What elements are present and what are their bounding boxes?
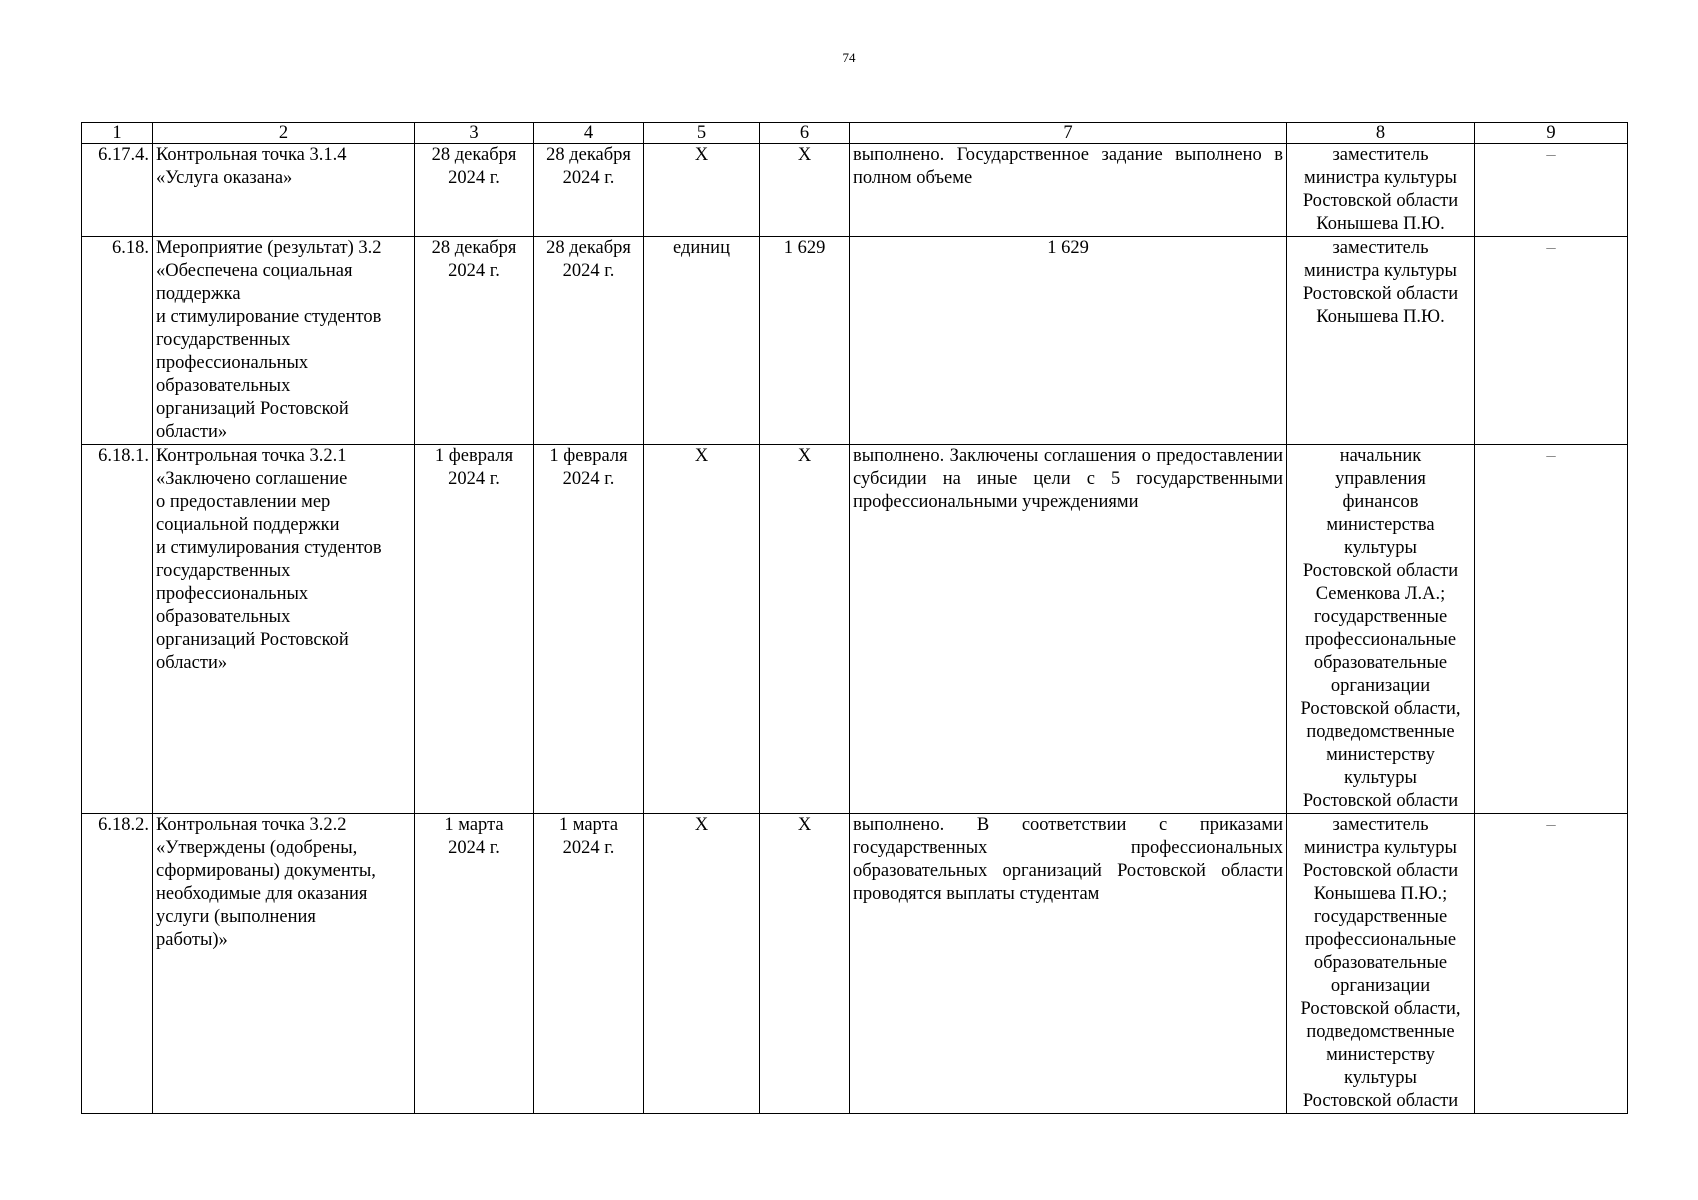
- unit-cell: Х: [644, 144, 760, 237]
- event-name-cell-line: «Услуга оказана»: [156, 168, 293, 188]
- responsible-cell-line: Ростовской области: [1302, 791, 1459, 811]
- responsible-cell-line: профессиональные: [1304, 930, 1457, 950]
- responsible-cell-line: Ростовской области: [1302, 861, 1459, 881]
- event-name-cell-line: сформированы) документы,: [156, 861, 376, 881]
- note-cell: –: [1475, 144, 1628, 237]
- event-name-cell-line: образовательных: [156, 376, 291, 396]
- event-name-cell-line: о предоставлении мер: [156, 492, 331, 512]
- fact-date-cell: [534, 814, 644, 1114]
- value-cell: Х: [760, 144, 850, 237]
- event-name-cell-line: государственных: [156, 330, 291, 350]
- event-name-cell-line: области»: [156, 422, 228, 442]
- fact-date-cell: [534, 237, 644, 445]
- header-cell: 2: [153, 123, 415, 144]
- responsible-cell-line: культуры: [1344, 1068, 1417, 1088]
- row-number-cell: 6.18.1.: [82, 445, 153, 814]
- responsible-cell-line: Ростовской области: [1302, 1091, 1459, 1111]
- event-name-cell: [153, 814, 415, 1114]
- responsible-cell-line: министра культуры: [1304, 838, 1457, 858]
- unit-cell: единиц: [644, 237, 760, 445]
- event-name-cell: [153, 144, 415, 237]
- event-name-cell-line: необходимые для оказания: [156, 884, 368, 904]
- event-name-cell-line: области»: [156, 653, 228, 673]
- responsible-cell: [1287, 445, 1475, 814]
- responsible-cell-line: Ростовской области: [1302, 191, 1459, 211]
- plan-date-cell: [415, 237, 534, 445]
- responsible-cell-line: финансов: [1342, 492, 1419, 512]
- plan-date-cell-line: 2024 г.: [448, 838, 500, 858]
- header-cell: 6: [760, 123, 850, 144]
- event-name-cell-line: Мероприятие (результат) 3.2: [156, 238, 382, 258]
- header-cell: 1: [82, 123, 153, 144]
- note-cell: –: [1475, 445, 1628, 814]
- fact-date-cell-line: 2024 г.: [562, 261, 615, 281]
- note-cell: –: [1475, 237, 1628, 445]
- responsible-cell-line: Ростовской области: [1302, 561, 1459, 581]
- plan-date-cell: [415, 144, 534, 237]
- responsible-cell-line: министра культуры: [1304, 168, 1457, 188]
- table-row: [82, 814, 1628, 1114]
- status-cell: выполнено. В соответствии с приказами государственных профессиональных образовательных организаций Ростовской области проводятся выплаты студентам: [850, 814, 1287, 1114]
- responsible-cell-line: организации: [1330, 676, 1431, 696]
- fact-date-cell-line: 1 марта: [558, 815, 619, 835]
- responsible-cell: [1287, 144, 1475, 237]
- responsible-cell-line: министерству: [1326, 1045, 1435, 1065]
- fact-date-cell-line: 1 февраля: [549, 446, 628, 466]
- responsible-cell-line: начальник: [1339, 446, 1422, 466]
- responsible-cell-line: культуры: [1344, 768, 1417, 788]
- note-cell: –: [1475, 814, 1628, 1114]
- responsible-cell-line: заместитель: [1332, 815, 1429, 835]
- plan-date-cell-line: 28 декабря: [431, 145, 517, 165]
- event-name-cell-line: «Заключено соглашение: [156, 469, 348, 489]
- event-name-cell-line: социальной поддержки: [156, 515, 340, 535]
- responsible-cell: [1287, 237, 1475, 445]
- event-name-cell: [153, 237, 415, 445]
- header-row: [82, 123, 1628, 144]
- header-cell: 3: [415, 123, 534, 144]
- responsible-cell-line: культуры: [1344, 538, 1417, 558]
- responsible-cell-line: подведомственные: [1306, 722, 1455, 742]
- unit-cell: Х: [644, 814, 760, 1114]
- fact-date-cell-line: 28 декабря: [546, 238, 631, 258]
- fact-date-cell: [534, 144, 644, 237]
- header-cell: 9: [1475, 123, 1628, 144]
- responsible-cell-line: министерству: [1326, 745, 1435, 765]
- event-name-cell-line: «Обеспечена социальная: [156, 261, 353, 281]
- event-name-cell-line: профессиональных: [156, 584, 309, 604]
- status-cell: выполнено. Государственное задание выполнено в полном объеме: [850, 144, 1287, 237]
- row-number-cell: 6.17.4.: [82, 144, 153, 237]
- responsible-cell-line: Ростовской области,: [1300, 999, 1461, 1019]
- event-name-cell-line: «Утверждены (одобрены,: [156, 838, 358, 858]
- responsible-cell-line: организации: [1330, 976, 1431, 996]
- plan-date-cell-line: 2024 г.: [448, 469, 500, 489]
- event-name-cell-line: поддержка: [156, 284, 241, 304]
- event-name-cell-line: работы)»: [156, 930, 228, 950]
- plan-date-cell-line: 28 декабря: [431, 238, 517, 258]
- responsible-cell-line: министерства: [1326, 515, 1435, 535]
- responsible-cell-line: Семенкова Л.А.;: [1315, 584, 1446, 604]
- plan-date-cell-line: 1 марта: [444, 815, 504, 835]
- event-name-cell-line: Контрольная точка 3.1.4: [156, 145, 347, 165]
- header-cell: 7: [850, 123, 1287, 144]
- responsible-cell-line: заместитель: [1332, 238, 1429, 258]
- event-name-cell-line: образовательных: [156, 607, 291, 627]
- responsible-cell-line: заместитель: [1332, 145, 1429, 165]
- responsible-cell: [1287, 814, 1475, 1114]
- header-cell: 4: [534, 123, 644, 144]
- fact-date-cell: [534, 445, 644, 814]
- plan-date-cell: [415, 445, 534, 814]
- event-name-cell-line: Контрольная точка 3.2.1: [156, 446, 347, 466]
- responsible-cell-line: Конышева П.Ю.;: [1313, 884, 1448, 904]
- responsible-cell-line: Ростовской области: [1302, 284, 1459, 304]
- plan-date-cell-line: 2024 г.: [448, 168, 500, 188]
- row-number-cell: 6.18.2.: [82, 814, 153, 1114]
- status-cell: выполнено. Заключены соглашения о предоставлении субсидии на иные цели с 5 государственными профессиональными учреждениями: [850, 445, 1287, 814]
- table-row: [82, 144, 1628, 237]
- event-name-cell-line: профессиональных: [156, 353, 309, 373]
- status-cell: 1 629: [850, 237, 1287, 445]
- responsible-cell-line: профессиональные: [1304, 630, 1457, 650]
- page-number: 74: [842, 50, 856, 65]
- table-row: [82, 445, 1628, 814]
- value-cell: 1 629: [760, 237, 850, 445]
- fact-date-cell-line: 28 декабря: [546, 145, 631, 165]
- event-name-cell-line: организаций Ростовской: [156, 630, 349, 650]
- event-name-cell-line: и стимулирование студентов: [156, 307, 382, 327]
- header-cell: 5: [644, 123, 760, 144]
- responsible-cell-line: Конышева П.Ю.: [1316, 214, 1445, 234]
- fact-date-cell-line: 2024 г.: [562, 838, 615, 858]
- plan-date-cell: [415, 814, 534, 1114]
- plan-date-cell-line: 1 февраля: [434, 446, 514, 466]
- event-name-cell-line: Контрольная точка 3.2.2: [156, 815, 347, 835]
- responsible-cell-line: Ростовской области,: [1300, 699, 1461, 719]
- table-row: [82, 237, 1628, 445]
- event-name-cell-line: государственных: [156, 561, 291, 581]
- responsible-cell-line: образовательные: [1313, 653, 1448, 673]
- event-name-cell-line: и стимулирования студентов: [156, 538, 382, 558]
- responsible-cell-line: Конышева П.Ю.: [1316, 307, 1445, 327]
- header-cell: 8: [1287, 123, 1475, 144]
- plan-date-cell-line: 2024 г.: [448, 261, 500, 281]
- responsible-cell-line: министра культуры: [1304, 261, 1457, 281]
- fact-date-cell-line: 2024 г.: [562, 168, 615, 188]
- responsible-cell-line: подведомственные: [1306, 1022, 1455, 1042]
- responsible-cell-line: государственные: [1313, 907, 1448, 927]
- responsible-cell-line: государственные: [1313, 607, 1448, 627]
- unit-cell: Х: [644, 445, 760, 814]
- event-name-cell: [153, 445, 415, 814]
- fact-date-cell-line: 2024 г.: [562, 469, 615, 489]
- responsible-cell-line: управления: [1335, 469, 1426, 489]
- responsible-cell-line: образовательные: [1313, 953, 1448, 973]
- value-cell: Х: [760, 445, 850, 814]
- report-table: [81, 122, 1628, 1114]
- event-name-cell-line: организаций Ростовской: [156, 399, 349, 419]
- value-cell: Х: [760, 814, 850, 1114]
- event-name-cell-line: услуги (выполнения: [156, 907, 316, 927]
- row-number-cell: 6.18.: [82, 237, 153, 445]
